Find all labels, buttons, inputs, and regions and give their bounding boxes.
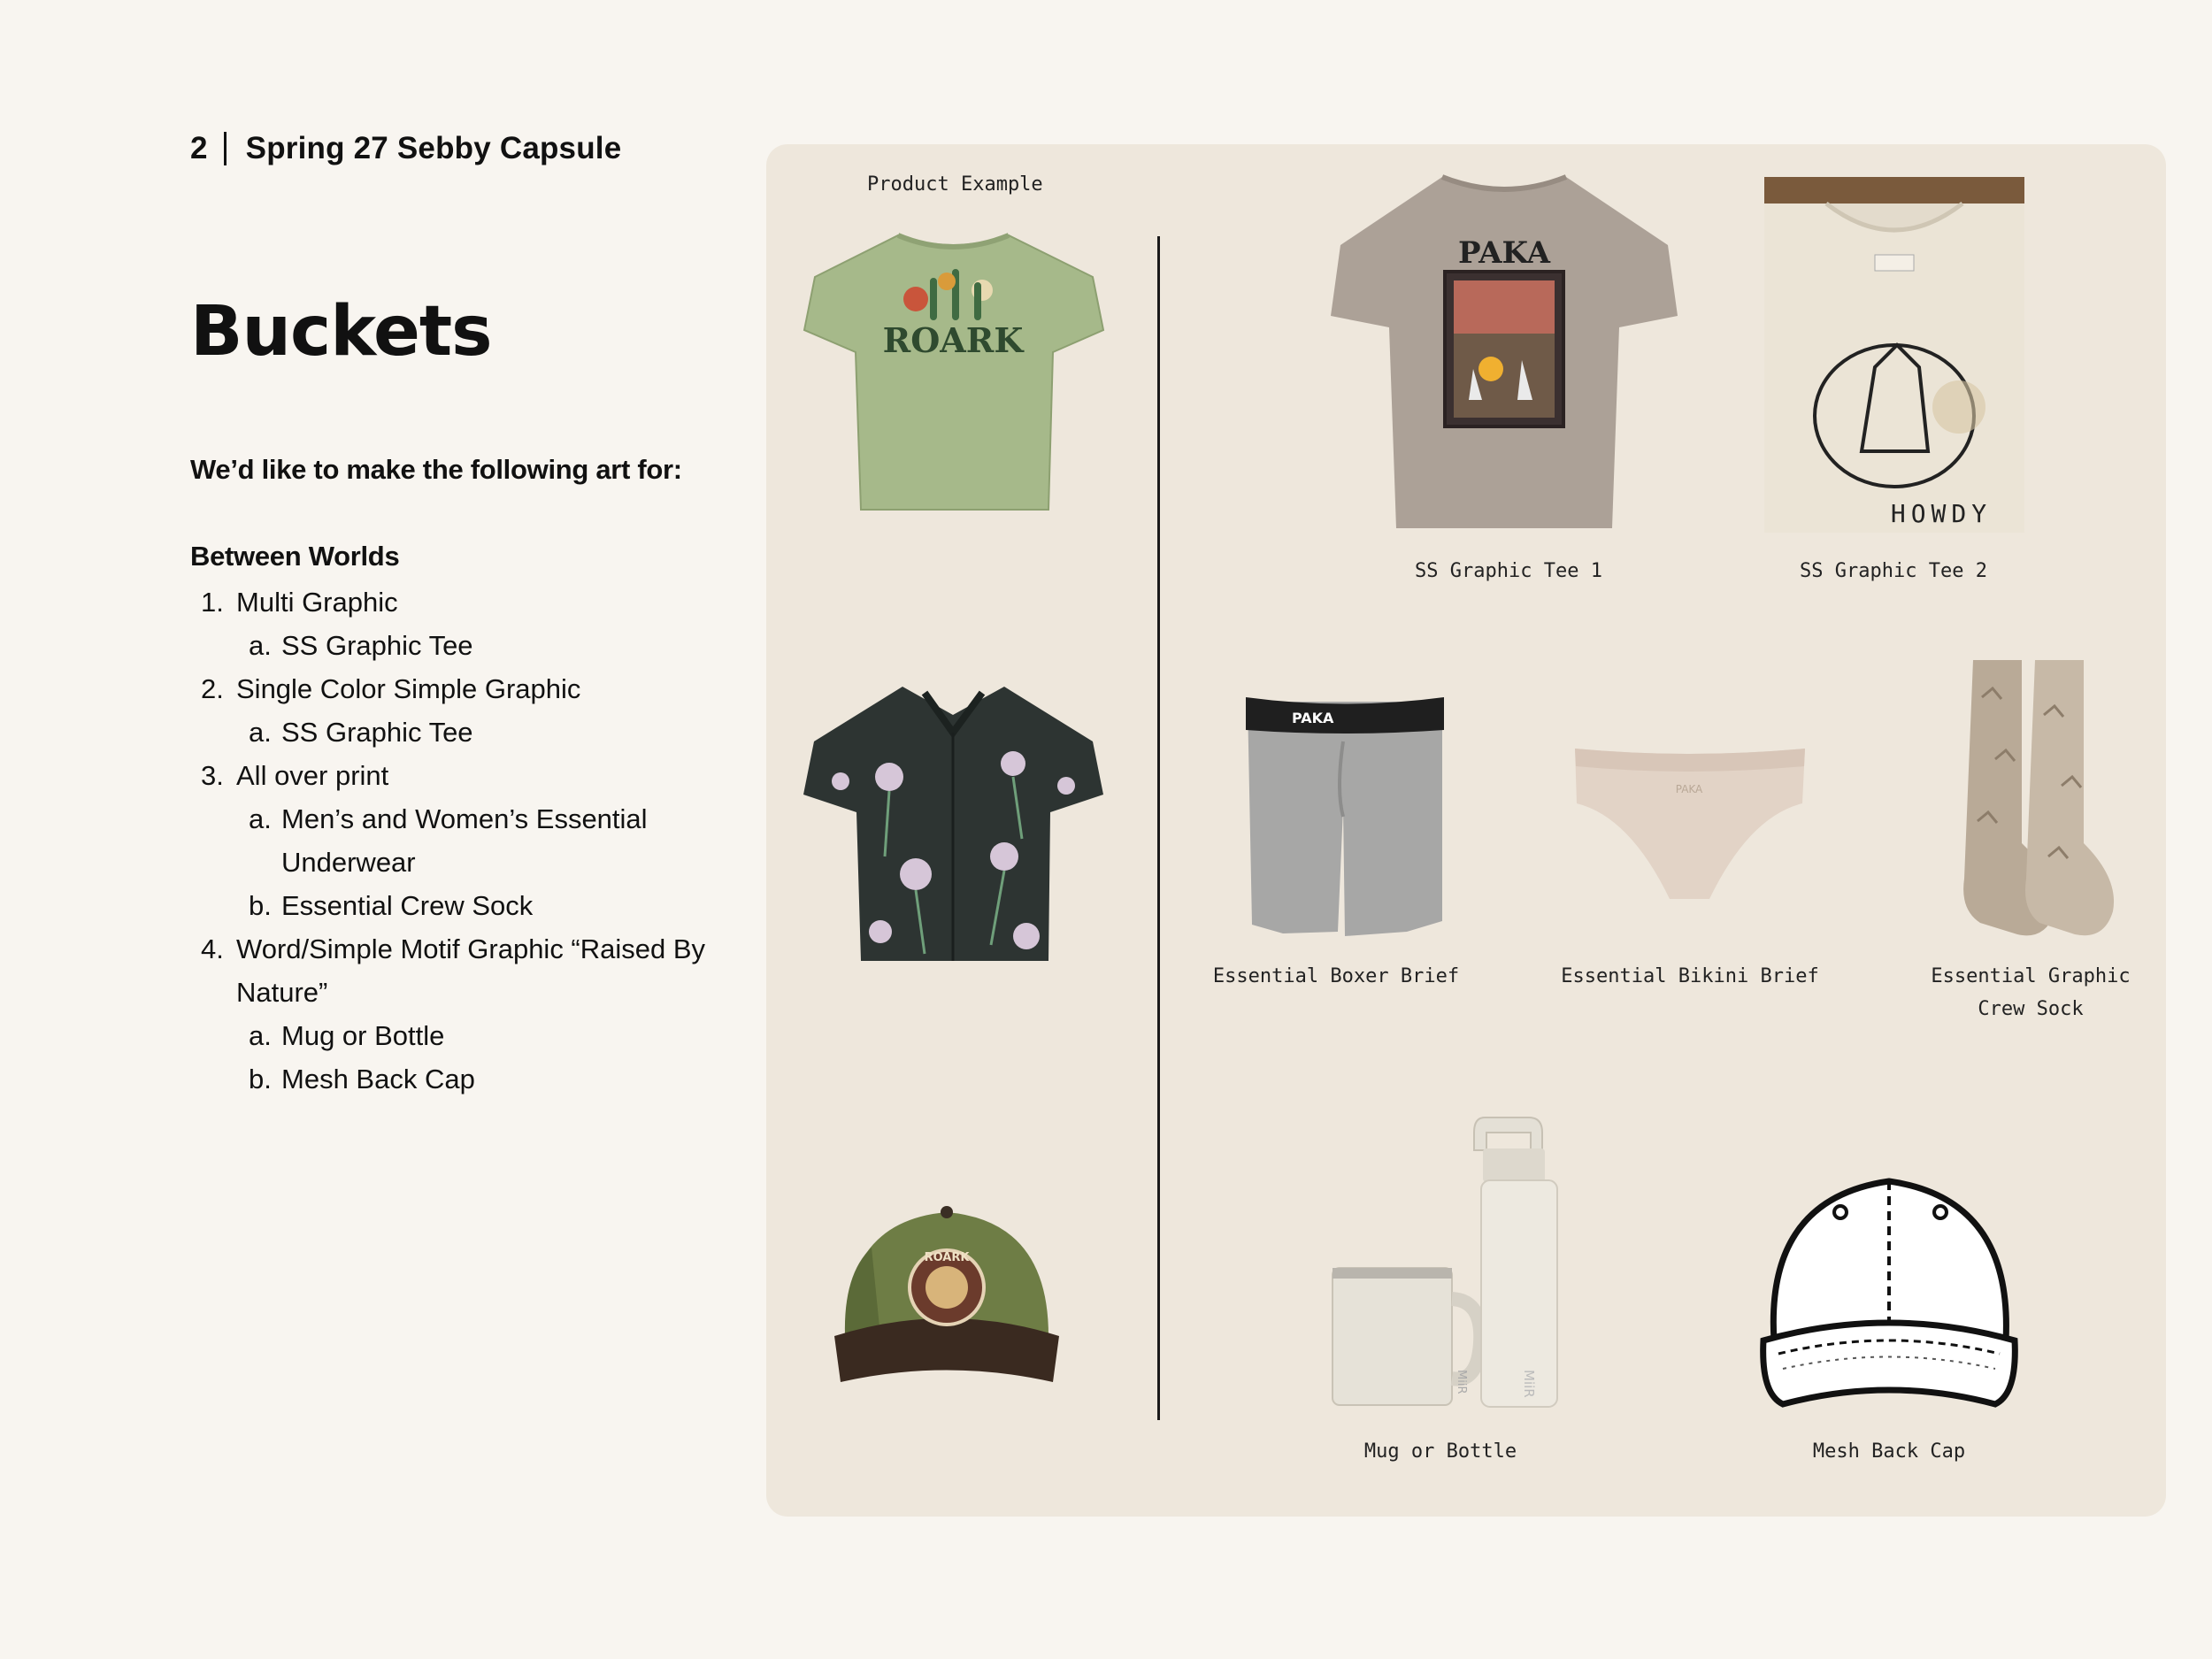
cap-patch-text: ROARK	[924, 1251, 970, 1264]
caption-tee-1: SS Graphic Tee 1	[1415, 560, 1602, 582]
floral-shirt-image	[801, 680, 1106, 972]
header-divider	[224, 132, 227, 165]
list-item: 3. All over print	[201, 760, 389, 791]
list-subitem: a. Mug or Bottle	[249, 1020, 445, 1051]
list-subitem: a. SS Graphic Tee	[249, 717, 473, 748]
caption-bikini: Essential Bikini Brief	[1561, 965, 1819, 987]
list-subitem: a. Men’s and Women’s Essential Underwear	[249, 803, 648, 878]
paka-tee-graphic-text: PAKA	[1457, 235, 1551, 271]
caption-boxer: Essential Boxer Brief	[1212, 965, 1460, 987]
caption-cap: Mesh Back Cap	[1812, 1440, 1966, 1463]
mug-brand-text: MiiR	[1455, 1370, 1468, 1394]
list-subitem: b. Mesh Back Cap	[249, 1064, 475, 1094]
page-number: 2	[190, 131, 208, 165]
boxer-brief-image	[1239, 693, 1451, 941]
list-item: 4. Word/Simple Motif Graphic “Raised By Nature”	[201, 933, 706, 1008]
panel-divider	[1157, 236, 1160, 1420]
crew-sock-image	[1955, 653, 2124, 945]
page-title: Buckets	[190, 292, 492, 372]
list-subitem: a. SS Graphic Tee	[249, 630, 473, 661]
list-item: 1. Multi Graphic	[201, 587, 398, 618]
intro-text: We’d like to make the following art for:	[190, 454, 682, 485]
bikini-band-text: PAKA	[1675, 783, 1703, 795]
product-example-label: Product Example	[867, 173, 1043, 196]
page-header	[190, 131, 621, 166]
bottle-brand-text: MiiR	[1521, 1370, 1537, 1398]
howdy-graphic-tee-image	[1764, 177, 2024, 533]
deck-title: Spring 27 Sebby Capsule	[245, 131, 622, 165]
howdy-tee-graphic-text: HOWDY	[1890, 499, 1993, 528]
caption-mug: Mug or Bottle	[1363, 1440, 1517, 1463]
list-item: 2. Single Color Simple Graphic	[201, 673, 581, 704]
roark-trucker-cap-image	[827, 1186, 1066, 1398]
bucket-list	[190, 580, 739, 1101]
mug-and-bottle-image	[1325, 1113, 1564, 1414]
mesh-back-cap-image	[1756, 1172, 2022, 1411]
caption-tee-2: SS Graphic Tee 2	[1800, 560, 1987, 582]
list-subitem: b. Essential Crew Sock	[249, 890, 534, 921]
caption-sock: Essential Graphic Crew Sock	[1931, 965, 2131, 1020]
roark-green-tee-image	[801, 228, 1106, 511]
boxer-band-text: PAKA	[1292, 710, 1334, 726]
paka-graphic-tee-image	[1327, 170, 1681, 531]
bucket-title: Between Worlds	[190, 541, 400, 572]
roark-tee-graphic-text: ROARK	[882, 320, 1024, 360]
bikini-brief-image	[1568, 741, 1811, 910]
